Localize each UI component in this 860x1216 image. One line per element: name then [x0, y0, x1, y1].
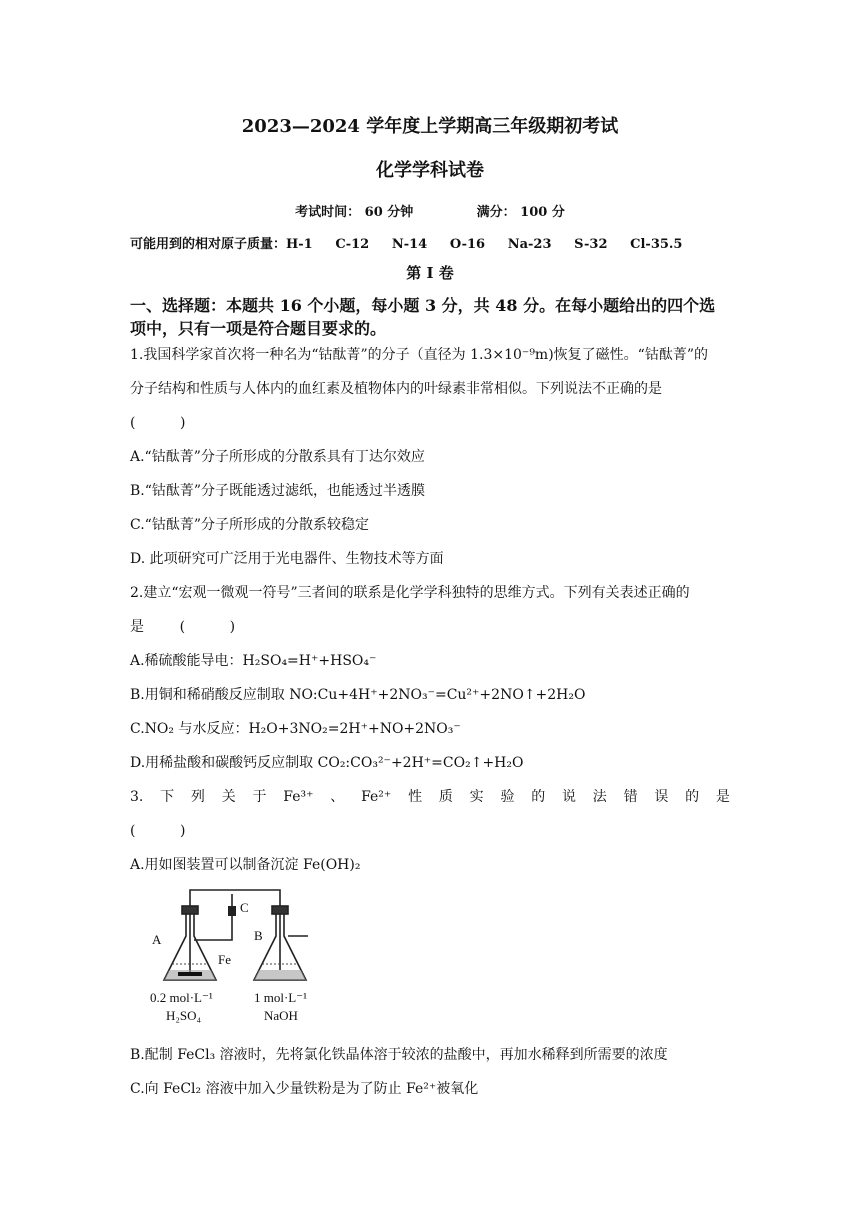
q3-word: 关: [221, 789, 236, 805]
q2-option-b: B.用铜和稀硝酸反应制取 NO:Cu+4H⁺+2NO₃⁻=Cu²⁺+2NO↑+2H₂O: [130, 687, 586, 703]
atomic-masses: 可能用到的相对原子质量：H-1 C-12 N-14 O-16 Na-23 S-32 Cl-35.5: [130, 237, 683, 252]
fe-oh2-apparatus-figure: [150, 884, 325, 1026]
q3-word: 列: [190, 789, 205, 805]
q2-stem-line1: 2.建立“宏观一微观一符号”三者间的联系是化学学科独特的思维方式。下列有关表述正确的: [130, 585, 690, 601]
left-concentration-label: 0.2 mol·L⁻¹: [150, 990, 213, 1005]
q3-word: Fe³⁺: [283, 789, 314, 805]
right-solution-label: NaOH: [264, 1008, 298, 1023]
section-heading-line2: 项中，只有一项是符合题目要求的。: [130, 319, 387, 338]
q3-answer-blank: ( ): [130, 823, 186, 839]
volume-label: 第 Ⅰ 卷: [406, 264, 454, 282]
q3-word: 于: [252, 789, 267, 805]
q3-word: 说: [562, 789, 577, 805]
q3-stem-line1: [130, 788, 730, 806]
left-solution-label: H₂SO₄: [166, 1008, 202, 1023]
q3-word: 是: [715, 789, 730, 805]
q1-option-d: D. 此项研究可广泛用于光电器件、生物技术等方面: [130, 551, 444, 567]
iron-piece-icon: [178, 972, 202, 976]
exam-title: 2023—2024 学年度上学期高三年级期初考试: [241, 116, 619, 137]
q3-word: 实: [469, 789, 484, 805]
flask-b-label: B: [254, 928, 263, 943]
q1-option-a: A.“钴酞菁”分子所形成的分散系具有丁达尔效应: [130, 449, 425, 465]
q3-option-a: A.用如图装置可以制备沉淀 Fe(OH)₂: [130, 857, 361, 873]
q2-stem-line2: 是 ( ): [130, 619, 236, 635]
q3-word: 3.: [130, 789, 144, 805]
section-heading-line1: 一、选择题：本题共 16 个小题，每小题 3 分，共 48 分。在每小题给出的四个选: [130, 296, 716, 315]
q1-option-b: B.“钴酞菁”分子既能透过滤纸，也能透过半透膜: [130, 483, 426, 499]
q1-stem-line1: 1.我国科学家首次将一种名为“钴酞菁”的分子（直径为 1.3×10⁻⁹m)恢复了磁性。“钴酞菁”的: [130, 347, 708, 363]
clamp-c-label: C: [240, 900, 249, 915]
q2-option-d: D.用稀盐酸和碳酸钙反应制取 CO₂:CO₃²⁻+2H⁺=CO₂↑+H₂O: [130, 755, 524, 771]
q1-stem-line2: 分子结构和性质与人体内的血红素及植物体内的叶绿素非常相似。下列说法不正确的是: [130, 381, 662, 397]
exam-info: 考试时间： 60 分钟 满分： 100 分: [295, 205, 565, 220]
q1-answer-blank: ( ): [130, 415, 186, 431]
q3-word: 误: [654, 789, 669, 805]
q1-option-c: C.“钴酞菁”分子所形成的分散系较稳定: [130, 517, 369, 533]
q2-option-c: C.NO₂ 与水反应：H₂O+3NO₂=2H⁺+NO+2NO₃⁻: [130, 721, 461, 737]
q3-word: 下: [160, 789, 175, 805]
q3-word: 法: [592, 789, 607, 805]
q3-word: 质: [438, 789, 453, 805]
flask-a-label: A: [152, 932, 162, 947]
clamp-c-icon: [228, 906, 236, 916]
q3-word: 的: [531, 789, 546, 805]
q3-word: 性: [408, 789, 423, 805]
q3-word: 的: [685, 789, 700, 805]
q3-word: 错: [623, 789, 638, 805]
q3-word: 验: [500, 789, 515, 805]
q3-option-b: B.配制 FeCl₃ 溶液时，先将氯化铁晶体溶于较浓的盐酸中，再加水稀释到所需要的浓度: [130, 1047, 668, 1063]
exam-subtitle: 化学学科试卷: [376, 160, 484, 181]
right-concentration-label: 1 mol·L⁻¹: [254, 990, 308, 1005]
fe-label: Fe: [218, 952, 231, 967]
q3-option-c: C.向 FeCl₂ 溶液中加入少量铁粉是为了防止 Fe²⁺被氧化: [130, 1081, 479, 1097]
q2-option-a: A.稀硫酸能导电：H₂SO₄=H⁺+HSO₄⁻: [130, 653, 377, 669]
q3-word: 、: [330, 789, 345, 805]
q3-word: Fe²⁺: [361, 789, 392, 805]
